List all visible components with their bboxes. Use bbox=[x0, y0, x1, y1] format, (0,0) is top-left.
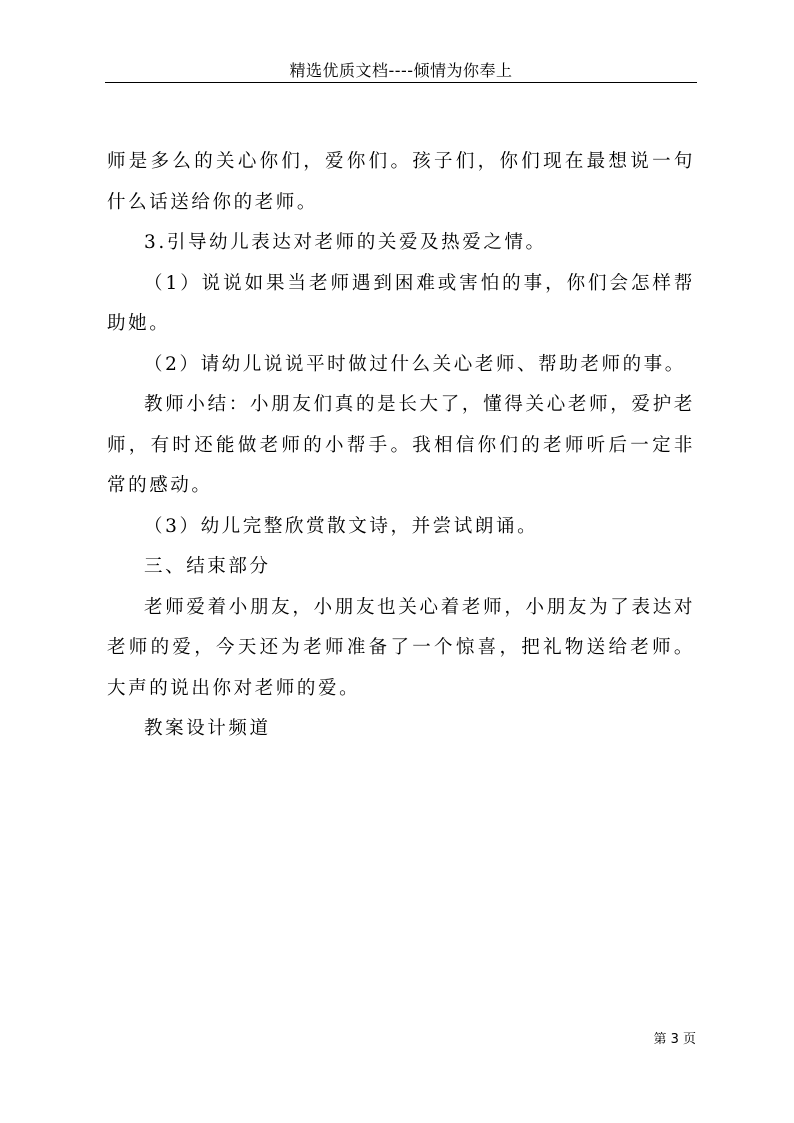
paragraph-step-3: 3.引导幼儿表达对老师的关爱及热爱之情。 bbox=[144, 232, 547, 253]
paragraph-ending: 老师爱着小朋友，小朋友也关心着老师，小朋友为了表达对老师的爱，今天还为老师准备了一个惊喜，把礼物送给老师。大声的说出你对老师的爱。 bbox=[107, 596, 695, 699]
paragraph-channel: 教案设计频道 bbox=[144, 718, 271, 739]
section-heading-ending: 三、结束部分 bbox=[144, 556, 271, 577]
header-title: 精选优质文档----倾情为你奉上 bbox=[289, 61, 513, 80]
page-number: 第 3 页 bbox=[653, 1032, 696, 1047]
page-header bbox=[105, 52, 697, 83]
paragraph-item-2: （2）请幼儿说说平时做过什么关心老师、帮助老师的事。 bbox=[144, 353, 686, 375]
paragraph-item-3: （3）幼儿完整欣赏散文诗，并尝试朗诵。 bbox=[144, 515, 539, 537]
document-body bbox=[107, 142, 695, 750]
paragraph-continuation: 师是多么的关心你们，爱你们。孩子们，你们现在最想说一句什么话送给你的老师。 bbox=[107, 151, 695, 213]
paragraph-item-1: （1）说说如果当老师遇到困难或害怕的事，你们会怎样帮助她。 bbox=[107, 272, 695, 334]
paragraph-teacher-summary: 教师小结：小朋友们真的是长大了，懂得关心老师，爱护老师，有时还能做老师的小帮手。我相信你们的老师听后一定非常的感动。 bbox=[107, 394, 695, 496]
